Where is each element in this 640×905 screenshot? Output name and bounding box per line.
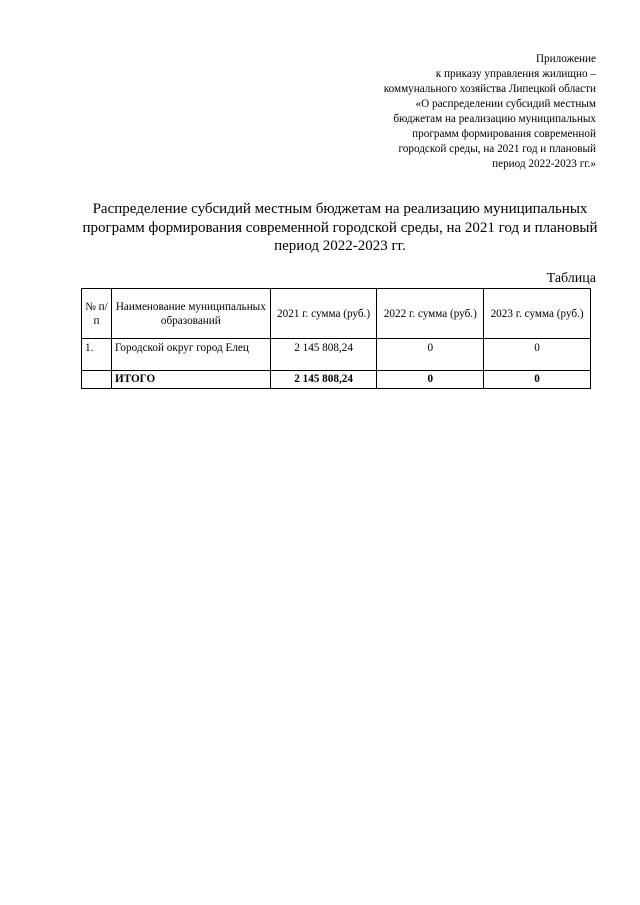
header-2021: 2021 г. сумма (руб.) <box>270 289 377 339</box>
cell-2023: 0 <box>484 339 591 371</box>
table-header-row <box>82 289 591 339</box>
total-2023: 0 <box>484 371 591 389</box>
appendix-line: Приложение <box>535 53 596 65</box>
document-title: Распределение субсидий местным бюджетам на реализацию муниципальных программ формирования современной городской среды, на 2021 год и плановый период 2022-2023 гг. <box>82 201 598 254</box>
table-row <box>82 339 591 371</box>
appendix-line: период 2022-2023 гг.» <box>492 158 596 170</box>
cell-num: 1. <box>82 339 112 371</box>
header-name: Наименование муниципальных образований <box>111 289 270 339</box>
header-num: № п/п <box>82 289 112 339</box>
appendix-line: бюджетам на реализацию муниципальных <box>393 113 596 125</box>
appendix-line: к приказу управления жилищно – <box>435 68 596 80</box>
table-total-row <box>82 371 591 389</box>
appendix-line: программ формирования современной <box>412 128 596 140</box>
total-2022: 0 <box>377 371 484 389</box>
appendix-line: коммунального хозяйства Липецкой области <box>383 83 596 95</box>
total-2021: 2 145 808,24 <box>270 371 377 389</box>
cell-2021: 2 145 808,24 <box>270 339 377 371</box>
table-label: Таблица <box>546 271 596 286</box>
total-label: ИТОГО <box>111 371 270 389</box>
header-2023: 2023 г. сумма (руб.) <box>484 289 591 339</box>
total-num <box>82 371 112 389</box>
subsidy-table <box>81 288 591 389</box>
appendix-header <box>296 52 596 172</box>
cell-2022: 0 <box>377 339 484 371</box>
cell-name: Городской округ город Елец <box>111 339 270 371</box>
header-2022: 2022 г. сумма (руб.) <box>377 289 484 339</box>
appendix-line: городской среды, на 2021 год и плановый <box>398 143 596 155</box>
appendix-line: «О распределении субсидий местным <box>415 98 596 110</box>
